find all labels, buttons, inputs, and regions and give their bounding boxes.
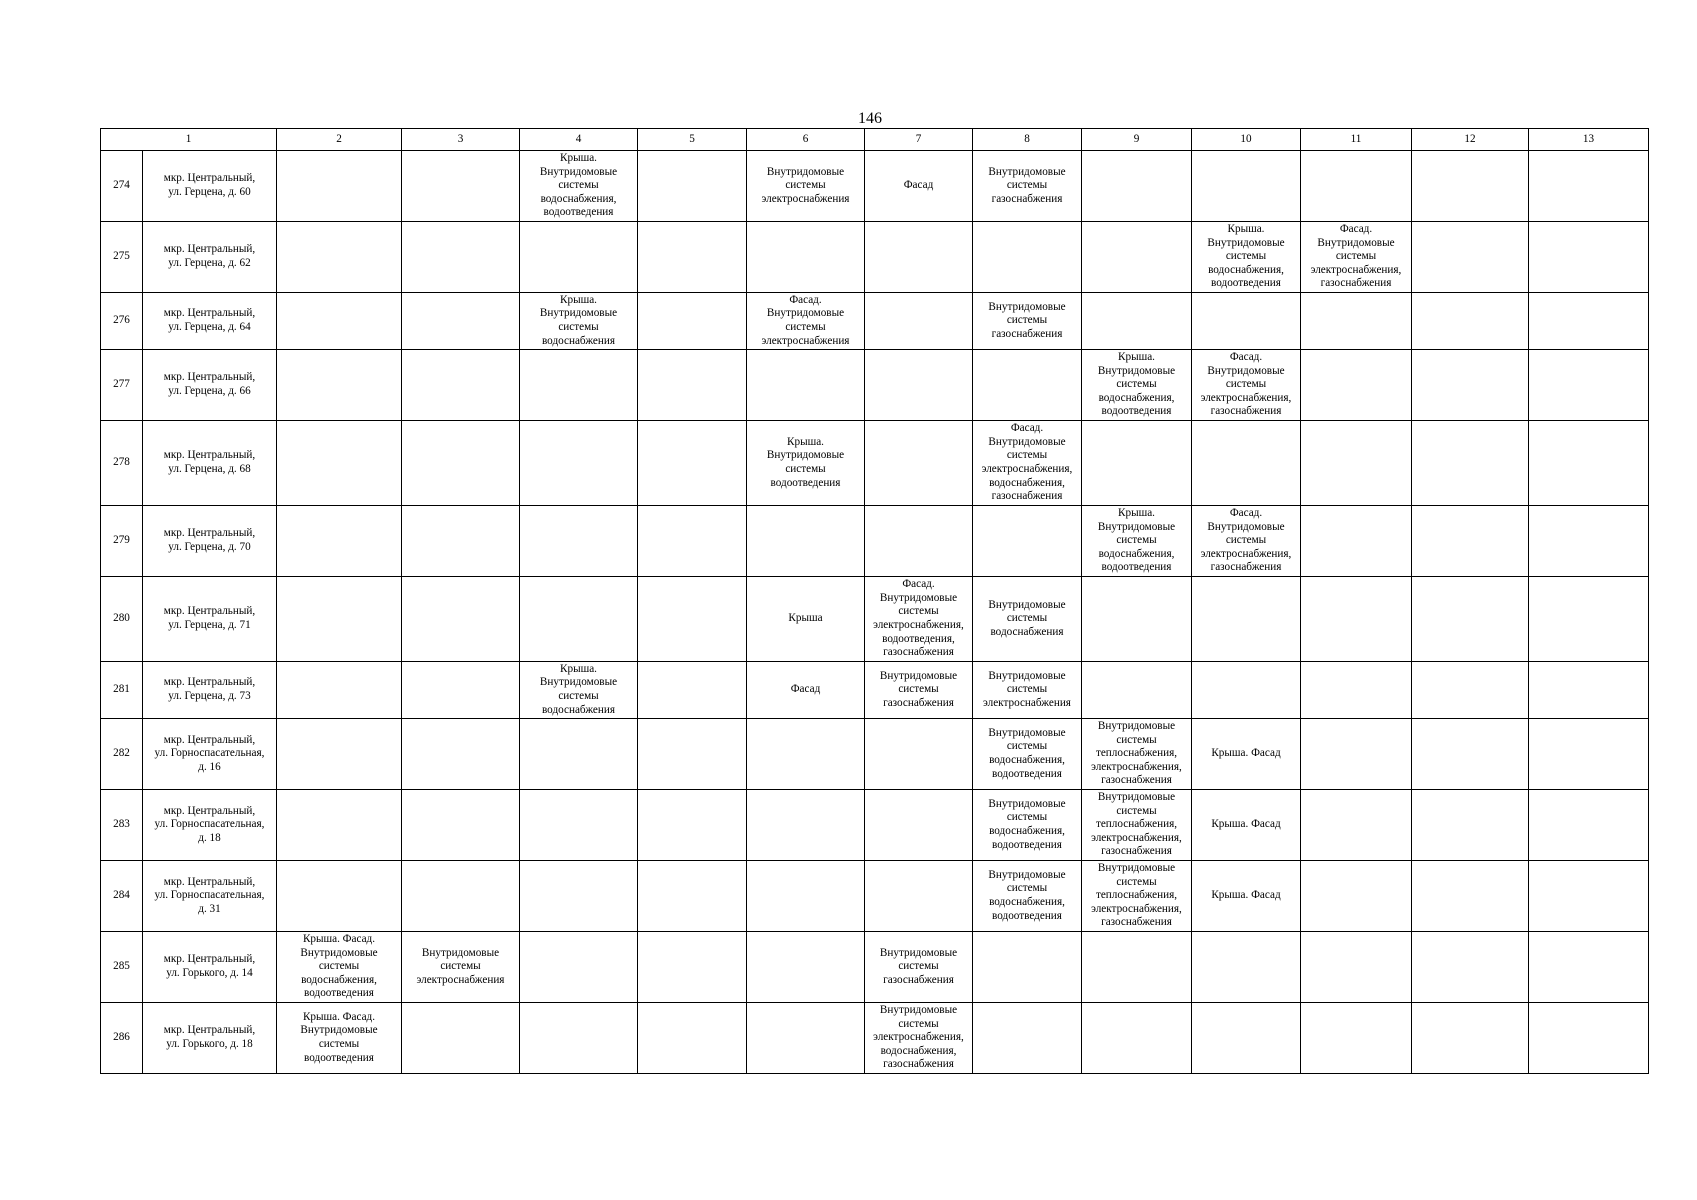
work-schedule-table: [100, 128, 1649, 1074]
work-cell-col-12: [1412, 151, 1529, 222]
work-cell-col-9: [1082, 421, 1192, 506]
work-cell-col-6: Фасад: [747, 662, 865, 719]
work-cell-col-10: [1192, 662, 1301, 719]
work-cell-col-5: [638, 1003, 747, 1074]
column-number-cell: 3: [402, 129, 520, 151]
work-cell-col-7: [865, 506, 973, 577]
row-number-cell: 280: [101, 577, 143, 662]
work-cell-col-3: [402, 293, 520, 350]
work-cell-col-7: Фасад. Внутридомовые системы электроснабжения, водоотведения, газоснабжения: [865, 577, 973, 662]
work-cell-col-13: [1529, 719, 1649, 790]
column-number-cell: 9: [1082, 129, 1192, 151]
work-cell-col-10: Крыша. Внутридомовые системы водоснабжения, водоотведения: [1192, 222, 1301, 293]
work-cell-col-6: [747, 350, 865, 421]
table-row: [101, 350, 1649, 421]
table-row: [101, 222, 1649, 293]
work-cell-col-11: [1301, 577, 1412, 662]
work-cell-col-13: [1529, 1003, 1649, 1074]
table-row: [101, 932, 1649, 1003]
work-cell-col-3: [402, 506, 520, 577]
work-cell-col-12: [1412, 1003, 1529, 1074]
work-cell-col-12: [1412, 662, 1529, 719]
work-cell-col-3: [402, 790, 520, 861]
work-cell-col-9: [1082, 293, 1192, 350]
table-row: [101, 1003, 1649, 1074]
page-number: 146: [858, 110, 882, 127]
work-cell-col-10: Фасад. Внутридомовые системы электроснабжения, газоснабжения: [1192, 506, 1301, 577]
work-cell-col-7: Внутридомовые системы газоснабжения: [865, 662, 973, 719]
work-cell-col-11: [1301, 719, 1412, 790]
work-cell-col-9: Крыша. Внутридомовые системы водоснабжения, водоотведения: [1082, 506, 1192, 577]
work-cell-col-12: [1412, 932, 1529, 1003]
work-cell-col-11: [1301, 662, 1412, 719]
address-cell: мкр. Центральный, ул. Горького, д. 14: [143, 932, 277, 1003]
work-cell-col-7: [865, 350, 973, 421]
work-cell-col-11: [1301, 151, 1412, 222]
address-cell: мкр. Центральный, ул. Герцена, д. 68: [143, 421, 277, 506]
work-cell-col-6: Крыша: [747, 577, 865, 662]
address-cell: мкр. Центральный, ул. Горноспасательная, д. 16: [143, 719, 277, 790]
work-cell-col-2: [277, 151, 402, 222]
work-cell-col-11: [1301, 790, 1412, 861]
work-cell-col-4: [520, 222, 638, 293]
work-cell-col-13: [1529, 222, 1649, 293]
work-cell-col-10: [1192, 932, 1301, 1003]
row-number-cell: 278: [101, 421, 143, 506]
work-cell-col-3: [402, 421, 520, 506]
work-cell-col-3: Внутридомовые системы электроснабжения: [402, 932, 520, 1003]
work-cell-col-5: [638, 861, 747, 932]
table-row: [101, 790, 1649, 861]
column-number-cell: 8: [973, 129, 1082, 151]
work-cell-col-8: [973, 222, 1082, 293]
address-cell: мкр. Центральный, ул. Горького, д. 18: [143, 1003, 277, 1074]
table-row: [101, 719, 1649, 790]
work-cell-col-5: [638, 421, 747, 506]
address-cell: мкр. Центральный, ул. Герцена, д. 71: [143, 577, 277, 662]
column-number-cell: 2: [277, 129, 402, 151]
work-cell-col-10: Крыша. Фасад: [1192, 719, 1301, 790]
work-cell-col-5: [638, 932, 747, 1003]
work-cell-col-13: [1529, 577, 1649, 662]
work-cell-col-8: Внутридомовые системы газоснабжения: [973, 293, 1082, 350]
work-cell-col-2: [277, 421, 402, 506]
work-cell-col-11: [1301, 1003, 1412, 1074]
work-cell-col-11: [1301, 506, 1412, 577]
work-cell-col-11: [1301, 932, 1412, 1003]
work-cell-col-8: Внутридомовые системы водоснабжения, водоотведения: [973, 790, 1082, 861]
work-cell-col-6: [747, 506, 865, 577]
work-cell-col-13: [1529, 293, 1649, 350]
work-cell-col-2: [277, 350, 402, 421]
table-row: [101, 861, 1649, 932]
row-number-cell: 281: [101, 662, 143, 719]
table-row: [101, 293, 1649, 350]
work-cell-col-2: [277, 293, 402, 350]
work-cell-col-4: Крыша. Внутридомовые системы водоснабжения, водоотведения: [520, 151, 638, 222]
work-cell-col-6: [747, 790, 865, 861]
work-cell-col-13: [1529, 151, 1649, 222]
work-cell-col-6: Крыша. Внутридомовые системы водоотведения: [747, 421, 865, 506]
work-cell-col-8: Фасад. Внутридомовые системы электроснабжения, водоснабжения, газоснабжения: [973, 421, 1082, 506]
address-cell: мкр. Центральный, ул. Герцена, д. 62: [143, 222, 277, 293]
work-cell-col-13: [1529, 861, 1649, 932]
work-cell-col-2: [277, 577, 402, 662]
row-number-cell: 277: [101, 350, 143, 421]
work-cell-col-13: [1529, 790, 1649, 861]
work-cell-col-6: Внутридомовые системы электроснабжения: [747, 151, 865, 222]
work-cell-col-4: [520, 932, 638, 1003]
column-number-cell: 4: [520, 129, 638, 151]
work-cell-col-8: Внутридомовые системы водоснабжения: [973, 577, 1082, 662]
work-cell-col-4: [520, 1003, 638, 1074]
row-number-cell: 274: [101, 151, 143, 222]
work-cell-col-6: [747, 932, 865, 1003]
work-cell-col-12: [1412, 577, 1529, 662]
work-cell-col-13: [1529, 350, 1649, 421]
work-cell-col-7: [865, 790, 973, 861]
work-cell-col-5: [638, 506, 747, 577]
work-cell-col-10: [1192, 577, 1301, 662]
work-cell-col-13: [1529, 932, 1649, 1003]
work-cell-col-2: [277, 719, 402, 790]
work-cell-col-10: [1192, 421, 1301, 506]
column-number-cell: 7: [865, 129, 973, 151]
work-cell-col-3: [402, 861, 520, 932]
column-number-cell: 12: [1412, 129, 1529, 151]
address-cell: мкр. Центральный, ул. Герцена, д. 73: [143, 662, 277, 719]
work-cell-col-6: [747, 222, 865, 293]
work-cell-col-2: [277, 790, 402, 861]
work-cell-col-5: [638, 293, 747, 350]
column-number-cell: 13: [1529, 129, 1649, 151]
column-number-cell: 5: [638, 129, 747, 151]
work-cell-col-8: Внутридомовые системы электроснабжения: [973, 662, 1082, 719]
work-cell-col-11: [1301, 421, 1412, 506]
work-cell-col-2: Крыша. Фасад. Внутридомовые системы водоотведения: [277, 1003, 402, 1074]
work-cell-col-3: [402, 1003, 520, 1074]
work-cell-col-12: [1412, 222, 1529, 293]
work-cell-col-9: Внутридомовые системы теплоснабжения, электроснабжения, газоснабжения: [1082, 790, 1192, 861]
row-number-cell: 285: [101, 932, 143, 1003]
work-cell-col-8: [973, 932, 1082, 1003]
work-cell-col-4: [520, 719, 638, 790]
row-number-cell: 282: [101, 719, 143, 790]
work-cell-col-12: [1412, 421, 1529, 506]
work-cell-col-12: [1412, 293, 1529, 350]
work-cell-col-12: [1412, 861, 1529, 932]
work-cell-col-4: [520, 790, 638, 861]
row-number-cell: 276: [101, 293, 143, 350]
work-cell-col-3: [402, 222, 520, 293]
work-cell-col-6: [747, 1003, 865, 1074]
work-cell-col-8: [973, 506, 1082, 577]
work-cell-col-4: Крыша. Внутридомовые системы водоснабжения: [520, 662, 638, 719]
work-cell-col-3: [402, 719, 520, 790]
table-row: [101, 421, 1649, 506]
work-cell-col-9: [1082, 1003, 1192, 1074]
row-number-cell: 283: [101, 790, 143, 861]
work-cell-col-11: [1301, 861, 1412, 932]
work-cell-col-4: [520, 861, 638, 932]
address-cell: мкр. Центральный, ул. Герцена, д. 66: [143, 350, 277, 421]
work-cell-col-9: Крыша. Внутридомовые системы водоснабжения, водоотведения: [1082, 350, 1192, 421]
row-number-cell: 286: [101, 1003, 143, 1074]
work-cell-col-5: [638, 577, 747, 662]
work-cell-col-4: [520, 577, 638, 662]
work-cell-col-8: Внутридомовые системы водоснабжения, водоотведения: [973, 719, 1082, 790]
work-cell-col-6: [747, 861, 865, 932]
work-cell-col-5: [638, 662, 747, 719]
work-cell-col-2: [277, 222, 402, 293]
column-number-cell: 1: [101, 129, 277, 151]
work-cell-col-2: Крыша. Фасад. Внутридомовые системы водоснабжения, водоотведения: [277, 932, 402, 1003]
work-cell-col-7: Внутридомовые системы газоснабжения: [865, 932, 973, 1003]
work-cell-col-13: [1529, 506, 1649, 577]
work-cell-col-3: [402, 151, 520, 222]
work-cell-col-5: [638, 222, 747, 293]
work-cell-col-9: [1082, 222, 1192, 293]
work-cell-col-3: [402, 350, 520, 421]
work-cell-col-8: Внутридомовые системы газоснабжения: [973, 151, 1082, 222]
work-cell-col-10: [1192, 151, 1301, 222]
address-cell: мкр. Центральный, ул. Герцена, д. 60: [143, 151, 277, 222]
work-cell-col-12: [1412, 790, 1529, 861]
table-row: [101, 151, 1649, 222]
work-cell-col-10: [1192, 1003, 1301, 1074]
work-cell-col-10: Фасад. Внутридомовые системы электроснабжения, газоснабжения: [1192, 350, 1301, 421]
work-cell-col-7: [865, 293, 973, 350]
work-cell-col-2: [277, 861, 402, 932]
work-cell-col-10: Крыша. Фасад: [1192, 861, 1301, 932]
column-number-row: [101, 129, 1649, 151]
column-number-cell: 10: [1192, 129, 1301, 151]
work-cell-col-7: Фасад: [865, 151, 973, 222]
work-cell-col-7: [865, 222, 973, 293]
work-cell-col-10: [1192, 293, 1301, 350]
column-number-cell: 6: [747, 129, 865, 151]
work-cell-col-6: Фасад. Внутридомовые системы электроснабжения: [747, 293, 865, 350]
work-cell-col-7: [865, 861, 973, 932]
table-row: [101, 506, 1649, 577]
work-cell-col-5: [638, 151, 747, 222]
work-cell-col-12: [1412, 719, 1529, 790]
work-cell-col-8: Внутридомовые системы водоснабжения, водоотведения: [973, 861, 1082, 932]
work-cell-col-10: Крыша. Фасад: [1192, 790, 1301, 861]
table-row: [101, 577, 1649, 662]
work-cell-col-12: [1412, 506, 1529, 577]
row-number-cell: 279: [101, 506, 143, 577]
address-cell: мкр. Центральный, ул. Горноспасательная, д. 18: [143, 790, 277, 861]
work-cell-col-9: [1082, 577, 1192, 662]
work-cell-col-4: [520, 350, 638, 421]
work-cell-col-12: [1412, 350, 1529, 421]
work-cell-col-13: [1529, 662, 1649, 719]
work-cell-col-3: [402, 577, 520, 662]
row-number-cell: 284: [101, 861, 143, 932]
work-cell-col-5: [638, 350, 747, 421]
work-cell-col-6: [747, 719, 865, 790]
work-cell-col-11: Фасад. Внутридомовые системы электроснабжения, газоснабжения: [1301, 222, 1412, 293]
work-cell-col-9: Внутридомовые системы теплоснабжения, электроснабжения, газоснабжения: [1082, 861, 1192, 932]
work-cell-col-9: [1082, 932, 1192, 1003]
address-cell: мкр. Центральный, ул. Герцена, д. 64: [143, 293, 277, 350]
work-cell-col-9: Внутридомовые системы теплоснабжения, электроснабжения, газоснабжения: [1082, 719, 1192, 790]
work-cell-col-7: [865, 719, 973, 790]
work-cell-col-13: [1529, 421, 1649, 506]
work-cell-col-3: [402, 662, 520, 719]
work-cell-col-2: [277, 506, 402, 577]
table-row: [101, 662, 1649, 719]
work-cell-col-4: Крыша. Внутридомовые системы водоснабжения: [520, 293, 638, 350]
work-cell-col-11: [1301, 350, 1412, 421]
work-cell-col-2: [277, 662, 402, 719]
work-cell-col-9: [1082, 662, 1192, 719]
row-number-cell: 275: [101, 222, 143, 293]
work-cell-col-4: [520, 506, 638, 577]
work-cell-col-4: [520, 421, 638, 506]
address-cell: мкр. Центральный, ул. Горноспасательная, д. 31: [143, 861, 277, 932]
work-cell-col-9: [1082, 151, 1192, 222]
work-cell-col-5: [638, 790, 747, 861]
address-cell: мкр. Центральный, ул. Герцена, д. 70: [143, 506, 277, 577]
column-number-cell: 11: [1301, 129, 1412, 151]
work-cell-col-5: [638, 719, 747, 790]
work-cell-col-8: [973, 350, 1082, 421]
work-cell-col-7: Внутридомовые системы электроснабжения, водоснабжения, газоснабжения: [865, 1003, 973, 1074]
work-cell-col-11: [1301, 293, 1412, 350]
work-cell-col-7: [865, 421, 973, 506]
work-cell-col-8: [973, 1003, 1082, 1074]
